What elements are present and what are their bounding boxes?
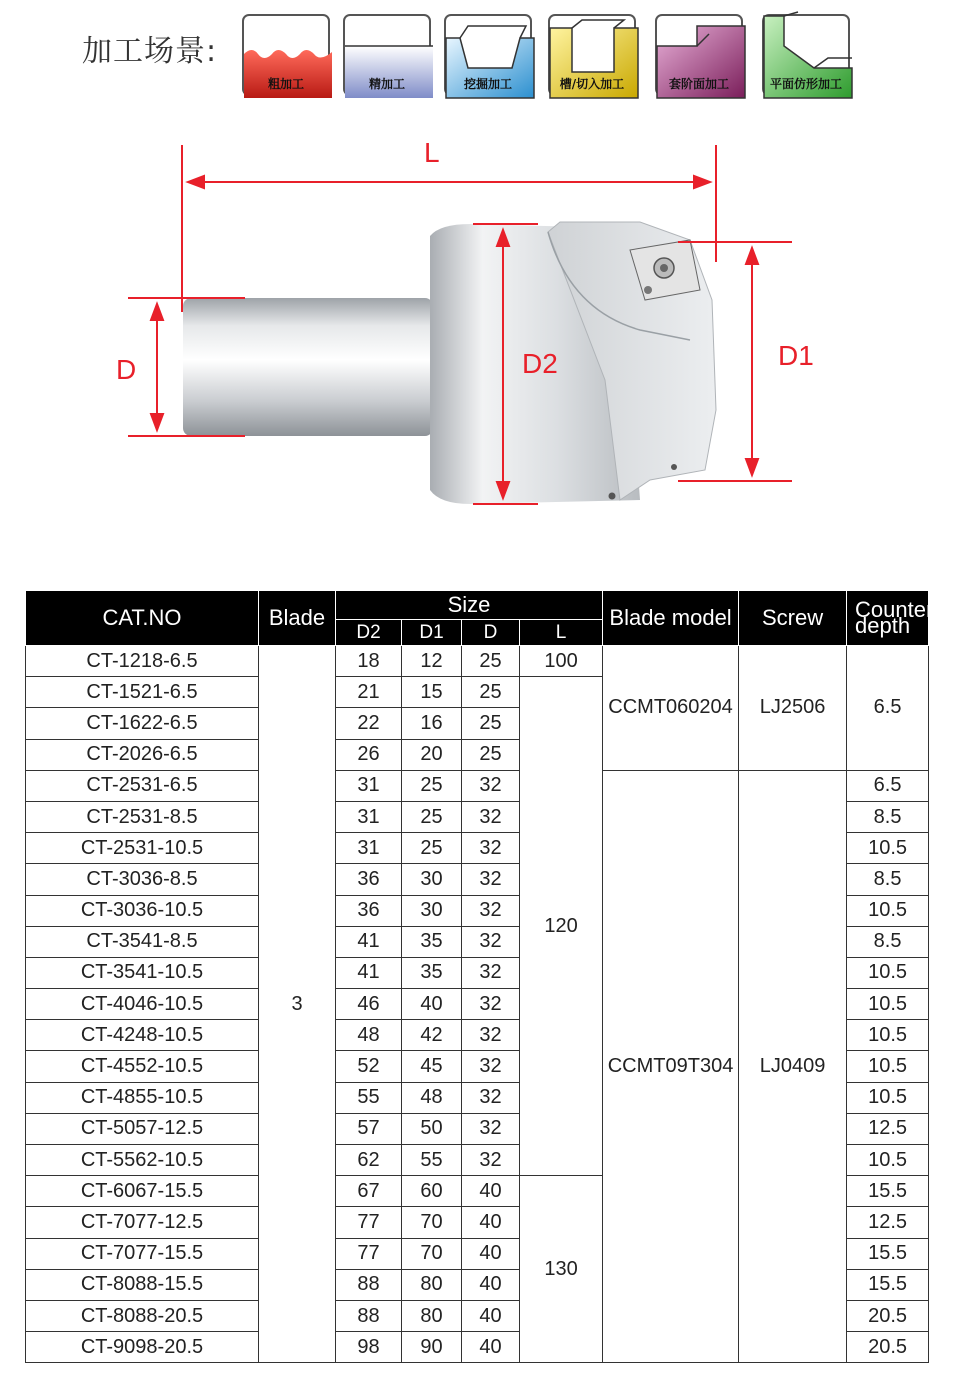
cat-no-cell: CT-9098-20.5 [26,1332,259,1363]
d2-cell: 98 [336,1332,402,1363]
scenario-label: 套阶面加工 [668,77,729,91]
scenario-label: 精加工 [368,77,405,91]
counterbore-cell: 8.5 [847,801,929,832]
d1-cell: 30 [402,864,462,895]
header-screw: Screw [739,591,847,646]
d2-cell: 36 [336,895,402,926]
d2-cell: 77 [336,1238,402,1269]
d2-cell: 22 [336,708,402,739]
d1-cell: 50 [402,1113,462,1144]
scenario-label: 平面仿形加工 [769,77,842,91]
d2-cell: 55 [336,1082,402,1113]
blade-model-cell: CCMT060204 [603,646,739,771]
d2-cell: 31 [336,770,402,801]
tool-shank [183,298,433,436]
d1-cell: 40 [402,989,462,1020]
cat-no-cell: CT-6067-15.5 [26,1176,259,1207]
counterbore-cell: 10.5 [847,957,929,988]
d-cell: 40 [462,1332,520,1363]
counterbore-cell: 10.5 [847,1051,929,1082]
d1-cell: 30 [402,895,462,926]
d2-cell: 46 [336,989,402,1020]
cat-no-cell: CT-2531-10.5 [26,833,259,864]
header-d: D [462,620,520,646]
d-cell: 40 [462,1300,520,1331]
d-cell: 32 [462,801,520,832]
scenario-pocket-icon [444,14,532,96]
d1-cell: 42 [402,1020,462,1051]
d-cell: 25 [462,677,520,708]
cat-no-cell: CT-3541-10.5 [26,957,259,988]
counterbore-cell: 12.5 [847,1207,929,1238]
d1-cell: 35 [402,926,462,957]
d2-cell: 52 [336,1051,402,1082]
d-cell: 32 [462,1082,520,1113]
scenario-label: 挖掘加工 [463,77,512,91]
d-cell: 32 [462,1145,520,1176]
d2-cell: 41 [336,957,402,988]
scenario-step-face-icon [655,14,743,96]
cat-no-cell: CT-4552-10.5 [26,1051,259,1082]
d2-cell: 26 [336,739,402,770]
cat-no-cell: CT-2026-6.5 [26,739,259,770]
d1-cell: 70 [402,1238,462,1269]
cat-no-cell: CT-4855-10.5 [26,1082,259,1113]
d1-cell: 15 [402,677,462,708]
l-cell: 100 [520,646,603,677]
scenario-groove-icon [548,14,636,96]
table-row [26,646,929,677]
counterbore-cell: 15.5 [847,1176,929,1207]
d1-cell: 20 [402,739,462,770]
header-size: Size [336,591,603,620]
spec-table [25,590,977,1363]
header-d1: D1 [402,620,462,646]
scenario-title: 加工场景: [82,34,218,69]
cat-no-cell: CT-1622-6.5 [26,708,259,739]
d2-cell: 21 [336,677,402,708]
table-row [26,770,929,801]
scenario-finish-icon [343,14,431,96]
counterbore-cell: 15.5 [847,1269,929,1300]
counterbore-cell: 10.5 [847,1082,929,1113]
d1-cell: 60 [402,1176,462,1207]
l-cell: 130 [520,1176,603,1363]
counterbore-cell: 15.5 [847,1238,929,1269]
d1-cell: 25 [402,833,462,864]
d2-cell: 31 [336,801,402,832]
d-cell: 25 [462,646,520,677]
d2-cell: 18 [336,646,402,677]
dim-label-d: D [116,354,137,385]
tool-drawing [0,130,950,530]
blade-cell: 3 [259,646,336,1363]
d2-cell: 41 [336,926,402,957]
cat-no-cell: CT-2531-8.5 [26,801,259,832]
header-blade-model: Blade model [603,591,739,646]
d-cell: 25 [462,708,520,739]
scenario-rough-icon [242,14,330,96]
header-cat-no: CAT.NO [26,591,259,646]
l-cell: 120 [520,677,603,1176]
scenario-profile-icon [762,14,850,96]
d-cell: 32 [462,770,520,801]
cat-no-cell: CT-4046-10.5 [26,989,259,1020]
d-cell: 32 [462,833,520,864]
cat-no-cell: CT-8088-20.5 [26,1300,259,1331]
d1-cell: 16 [402,708,462,739]
counterbore-cell: 10.5 [847,1145,929,1176]
spec-table-body [26,646,929,1363]
cat-no-cell: CT-5057-12.5 [26,1113,259,1144]
d2-cell: 36 [336,864,402,895]
counterbore-cell: 10.5 [847,833,929,864]
d1-cell: 35 [402,957,462,988]
d1-cell: 80 [402,1300,462,1331]
d-cell: 32 [462,864,520,895]
d-cell: 32 [462,1113,520,1144]
screw-cell: LJ2506 [739,646,847,771]
cat-no-cell: CT-4248-10.5 [26,1020,259,1051]
d2-cell: 77 [336,1207,402,1238]
dim-label-d2: D2 [522,348,558,379]
counterbore-cell: 12.5 [847,1113,929,1144]
d1-cell: 12 [402,646,462,677]
d1-cell: 25 [402,770,462,801]
counterbore-cell: 10.5 [847,895,929,926]
d-cell: 32 [462,989,520,1020]
d-cell: 32 [462,926,520,957]
dim-label-d1: D1 [778,340,814,371]
counterbore-cell: 10.5 [847,989,929,1020]
d-cell: 40 [462,1176,520,1207]
dim-label-l: L [424,137,440,168]
d1-cell: 90 [402,1332,462,1363]
d2-cell: 57 [336,1113,402,1144]
counterbore-cell: 8.5 [847,926,929,957]
cat-no-cell: CT-2531-6.5 [26,770,259,801]
d-cell: 40 [462,1269,520,1300]
blade-model-cell: CCMT09T304 [603,770,739,1363]
counterbore-cell: 20.5 [847,1332,929,1363]
d2-cell: 88 [336,1300,402,1331]
scenario-label: 槽/切入加工 [559,77,625,91]
d-cell: 40 [462,1207,520,1238]
cat-no-cell: CT-3541-8.5 [26,926,259,957]
d1-cell: 70 [402,1207,462,1238]
counterbore-cell: 20.5 [847,1300,929,1331]
d-cell: 32 [462,1020,520,1051]
d2-cell: 62 [336,1145,402,1176]
d2-cell: 88 [336,1269,402,1300]
cat-no-cell: CT-7077-15.5 [26,1238,259,1269]
d-cell: 32 [462,895,520,926]
cat-no-cell: CT-1218-6.5 [26,646,259,677]
header-d2: D2 [336,620,402,646]
d-cell: 25 [462,739,520,770]
d1-cell: 55 [402,1145,462,1176]
d-cell: 32 [462,1051,520,1082]
d-cell: 40 [462,1238,520,1269]
d2-cell: 31 [336,833,402,864]
screw-cell: LJ0409 [739,770,847,1363]
d-cell: 32 [462,957,520,988]
counterbore-cell: 8.5 [847,864,929,895]
d1-cell: 80 [402,1269,462,1300]
header-counterbore: Counterbore depth [847,591,929,646]
cat-no-cell: CT-3036-8.5 [26,864,259,895]
cat-no-cell: CT-1521-6.5 [26,677,259,708]
d1-cell: 45 [402,1051,462,1082]
counterbore-cell: 6.5 [847,646,929,771]
cat-no-cell: CT-3036-10.5 [26,895,259,926]
d2-cell: 67 [336,1176,402,1207]
counterbore-cell: 10.5 [847,1020,929,1051]
counterbore-cell: 6.5 [847,770,929,801]
scenario-label: 粗加工 [267,77,304,91]
d1-cell: 48 [402,1082,462,1113]
header-blade: Blade [259,591,336,646]
cat-no-cell: CT-5562-10.5 [26,1145,259,1176]
d2-cell: 48 [336,1020,402,1051]
header-l: L [520,620,603,646]
d1-cell: 25 [402,801,462,832]
cat-no-cell: CT-8088-15.5 [26,1269,259,1300]
cat-no-cell: CT-7077-12.5 [26,1207,259,1238]
